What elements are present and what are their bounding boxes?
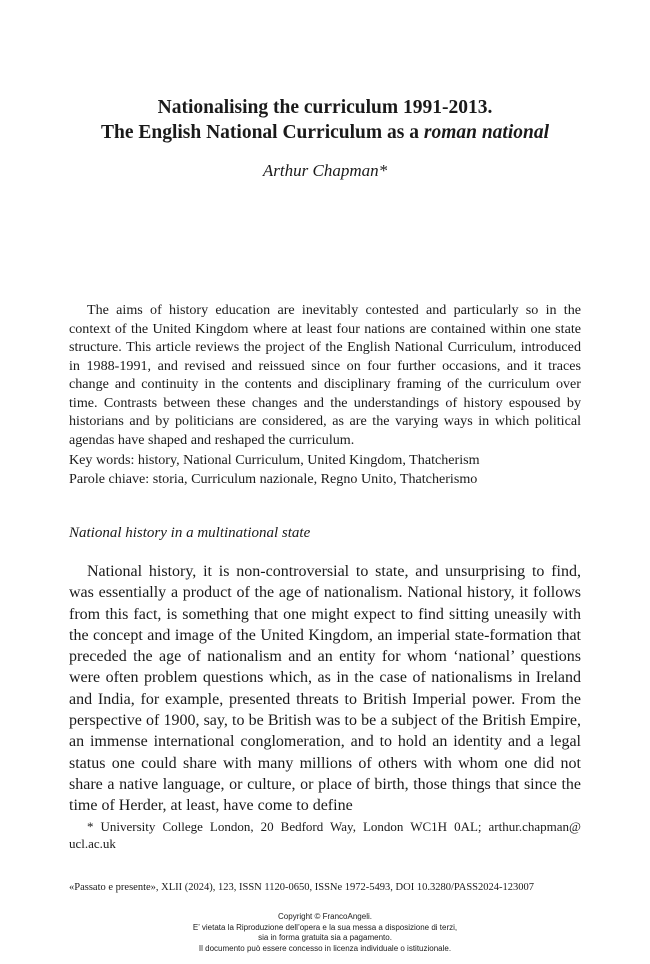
body-paragraph: National history, it is non-controversial to state, and unsurprising to find, was essentially a product of the age of nationalism. National history, it follows from this fact, is something that one might expect to find sitting uneasily with the concept and image of the United Kingdom, an imperial state-formation that preceded the age of nationalism and an entity for whom ‘national’ questions were often problem questions which, as in the case of nationalisms in Ireland and India, for example, presented threats to British Imperial power. From the perspective of 1900, say, to be British was to be a subject of the British Empire, an immense international conglomeration, and to hold an identity and a legal status one could share with many millions of others with whom one did not share a native language, or culture, or place of birth, those things that since the time of Herder, at least, have come to define	[69, 563, 581, 815]
footnote	[69, 818, 581, 852]
article-title-line-1: Nationalising the curriculum 1991-2013.	[157, 97, 493, 118]
copyright-notice	[40, 912, 610, 954]
copyright-line-1: Copyright © FrancoAngeli.	[278, 912, 372, 921]
keywords-italian: Parole chiave: storia, Curriculum nazionale, Regno Unito, Thatcherismo	[69, 470, 478, 487]
title-line-2-prefix: The English National Curriculum as a	[100, 122, 424, 143]
title-line-2-italic: roman national	[423, 122, 550, 143]
abstract	[69, 301, 581, 449]
section-heading: National history in a multinational state	[69, 525, 311, 541]
keywords-block	[69, 451, 581, 488]
author-name: Arthur Chapman*	[262, 161, 388, 180]
article-title-line-2	[40, 120, 610, 145]
journal-citation: «Passato e presente», XLII (2024), 123, ISSN 1120-0650, ISSNe 1972-5493, DOI 10.3280/PASS2024-123007	[69, 882, 534, 893]
body-text	[69, 561, 581, 817]
copyright-line-2: E’ vietata la Riproduzione dell’opera e la sua messa a disposizione di terzi,	[192, 922, 458, 932]
copyright-line-3: sia in forma gratuita sia a pagamento.	[258, 933, 392, 942]
footnote-text: * University College London, 20 Bedford Way, London WC1H 0AL; arthur.chapman@ ucl.ac.uk	[69, 819, 581, 851]
abstract-text: The aims of history education are inevitably contested and particularly so in the context of the United Kingdom where at least four nations are contained within one state structure. This article reviews the project of the English National Curriculum, introduced in 1988-1991, and revised and reissued since on four further occasions, and it traces change and continuity in the contents and disciplinary framing of the curriculum over time. Contrasts between these changes and the understandings of history espoused by historians and by politicians are considered, as are the varying ways in which political agendas have shaped and reshaped the curriculum.	[69, 302, 581, 448]
copyright-line-4: Il documento può essere concesso in licenza individuale o istituzionale.	[198, 943, 452, 953]
keywords-english: Key words: history, National Curriculum, United Kingdom, Thatcherism	[69, 452, 480, 468]
